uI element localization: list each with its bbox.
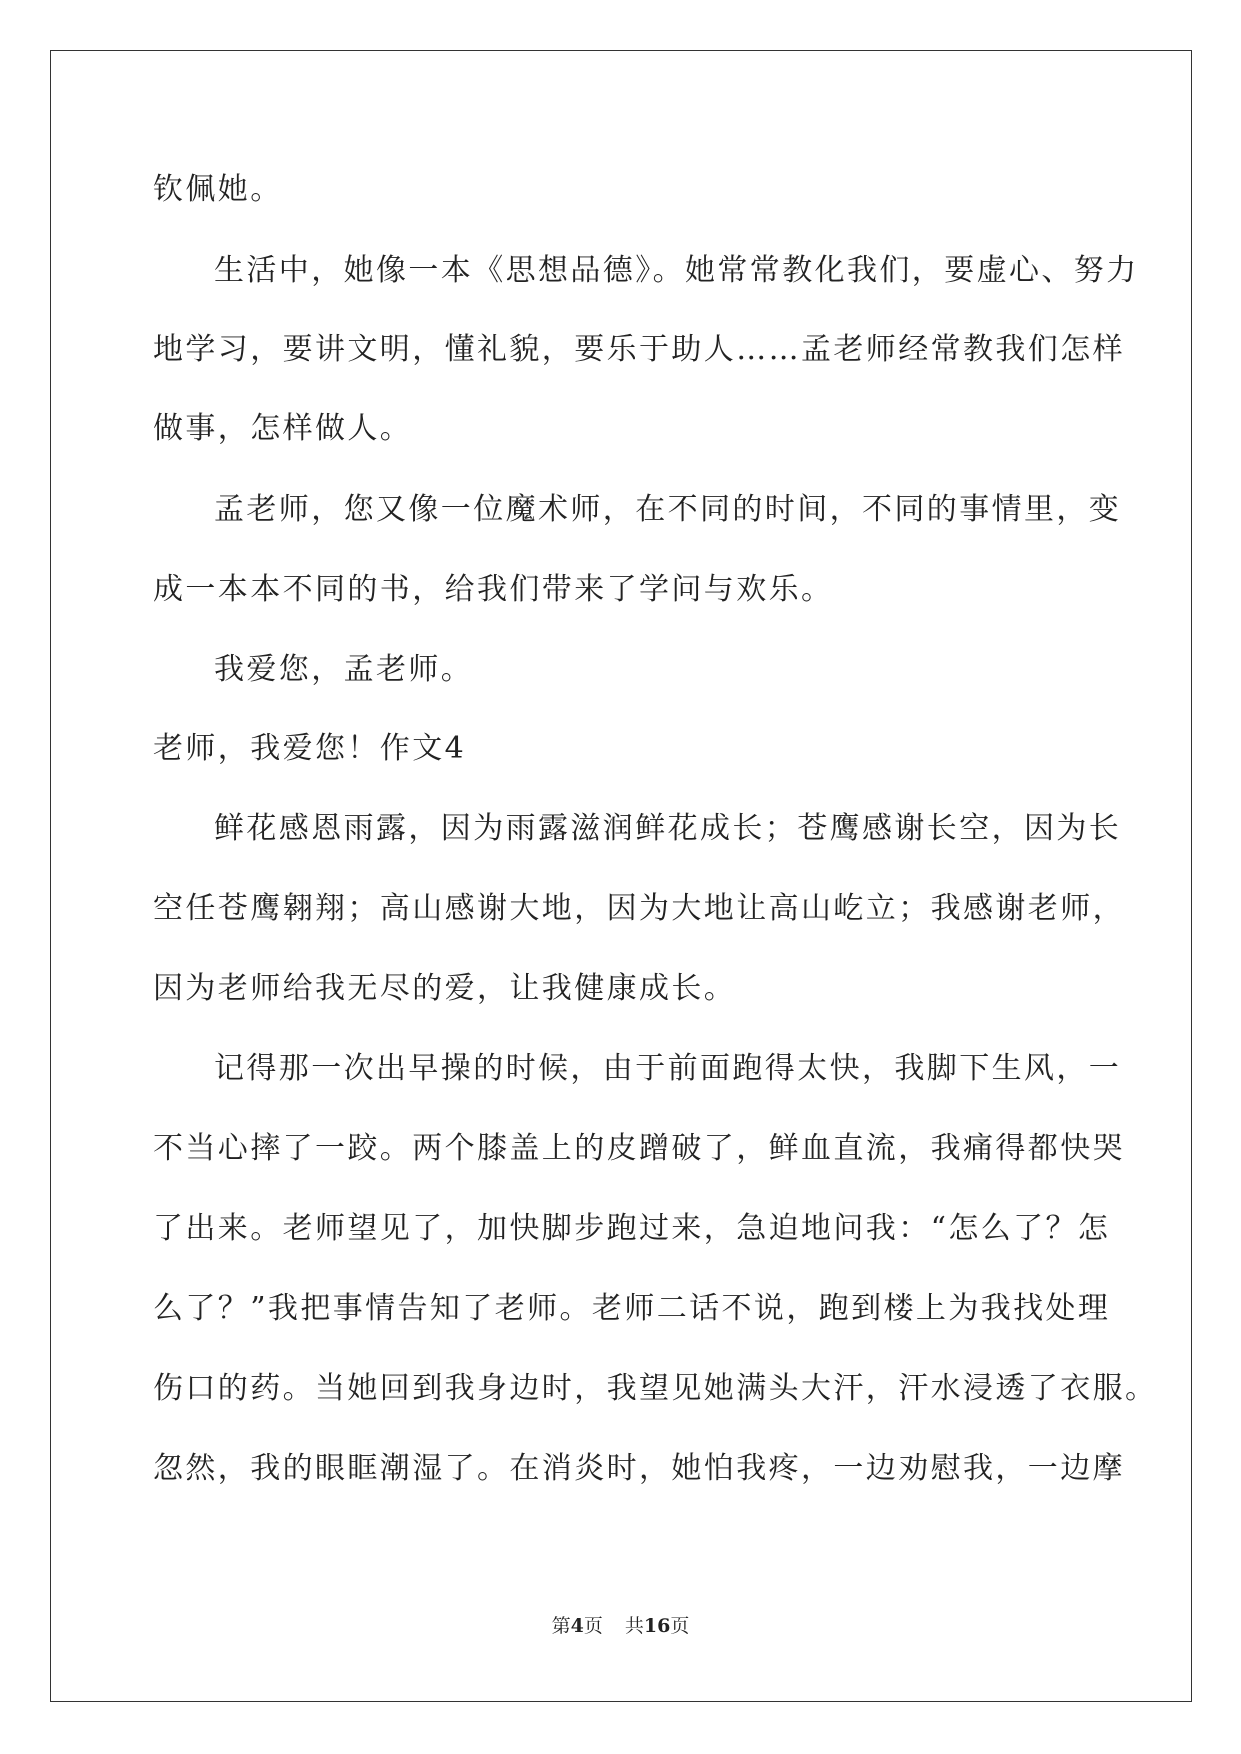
text-line: 空任苍鹰翱翔；高山感谢大地，因为大地让高山屹立；我感谢老师，: [153, 891, 1125, 926]
text-line: 伤口的药。当她回到我身边时，我望见她满头大汗，汗水浸透了衣服。: [153, 1371, 1158, 1406]
footer-total-suffix: 页: [670, 1615, 690, 1637]
current-page-number: 4: [570, 1615, 584, 1637]
text-line: 么了？”我把事情告知了老师。老师二话不说，跑到楼上为我找处理: [153, 1291, 1111, 1326]
total-page-count: 16: [643, 1615, 671, 1637]
text-line: 地学习，要讲文明，懂礼貌，要乐于助人……孟老师经常教我们怎样: [153, 332, 1125, 367]
paragraph-line: 我爱您，孟老师。: [214, 652, 474, 687]
text-line: 了出来。老师望见了，加快脚步跑过来，急迫地问我：“怎么了？怎: [153, 1211, 1111, 1246]
footer-page-word: 页: [583, 1615, 603, 1637]
text-line: 钦佩她。: [153, 172, 283, 207]
page-footer: [0, 1614, 1241, 1638]
text-line: 因为老师给我无尽的爱，让我健康成长。: [153, 971, 737, 1006]
paragraph-line: 孟老师，您又像一位魔术师，在不同的时间，不同的事情里，变: [214, 492, 1122, 527]
paragraph-line: 记得那一次出早操的时候，由于前面跑得太快，我脚下生风，一: [214, 1051, 1122, 1086]
paragraph-line: 生活中，她像一本《思想品德》。她常常教化我们，要虚心、努力: [214, 253, 1139, 288]
footer-prefix: 第: [551, 1615, 571, 1637]
footer-total-prefix: 共: [624, 1615, 644, 1637]
section-heading: 老师，我爱您！作文4: [153, 731, 467, 766]
text-line: 忽然，我的眼眶潮湿了。在消炎时，她怕我疼，一边劝慰我，一边摩: [153, 1451, 1125, 1486]
text-line: 成一本本不同的书，给我们带来了学问与欢乐。: [153, 572, 834, 607]
paragraph-line: 鲜花感恩雨露，因为雨露滋润鲜花成长；苍鹰感谢长空，因为长: [214, 811, 1122, 846]
text-line: 不当心摔了一跤。两个膝盖上的皮蹭破了，鲜血直流，我痛得都快哭: [153, 1131, 1125, 1166]
text-line: 做事，怎样做人。: [153, 411, 413, 446]
